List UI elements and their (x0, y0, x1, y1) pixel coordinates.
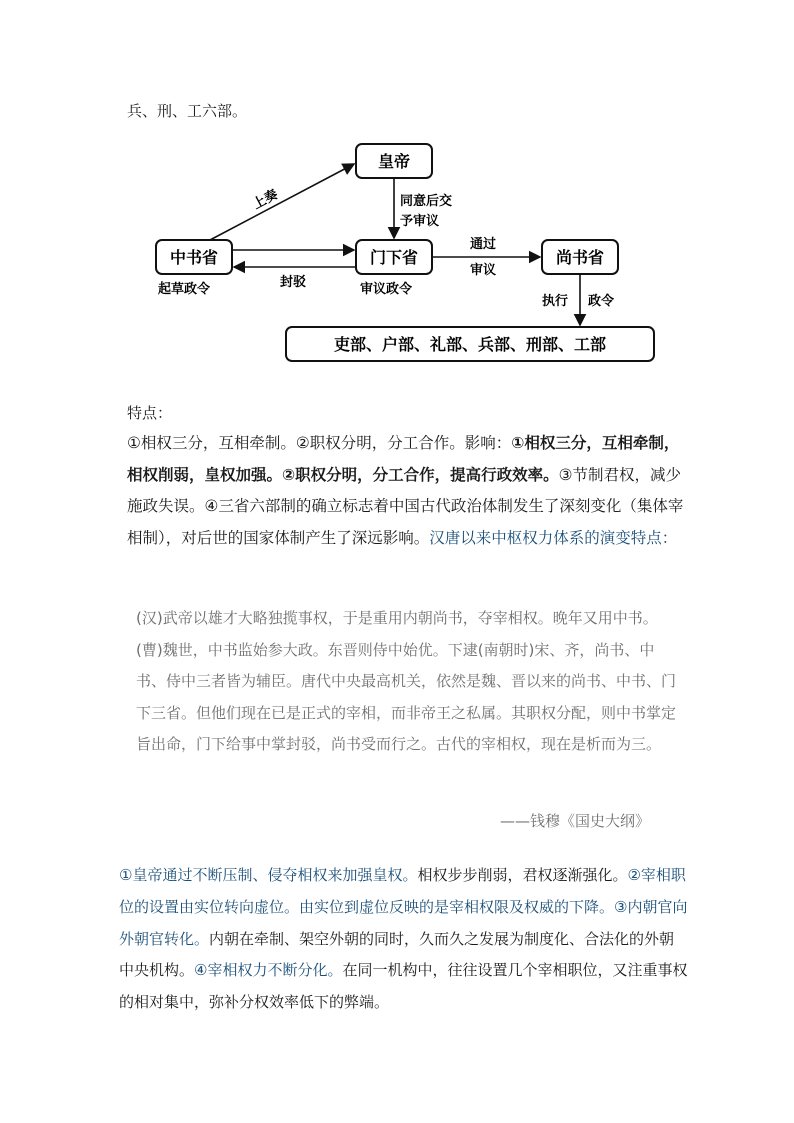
summary-s3b: 内朝在牵制、架空外朝的同时，久而久之发展为制度化、合法化的外朝中央机构。 (119, 929, 675, 980)
features-text-a: ①相权三分，互相牵制。②职权分明，分工合作。影响： (127, 434, 512, 452)
label-consent-2: 予审议 (400, 214, 440, 229)
menxia-label: 门下省 (369, 248, 419, 267)
label-shenyi: 审议 (470, 263, 497, 278)
summary-s4: ④宰相权力不断分化。 (194, 961, 343, 980)
features-title: 特点： (127, 404, 173, 422)
intro-text: 兵、刑、工六部。 (127, 102, 248, 120)
features-text-d: 汉唐以来中枢权力体系的演变特点： (429, 528, 678, 547)
label-zhixing: 执行 (542, 294, 569, 309)
summary-s3: ③内朝官向外朝官转化。 (119, 897, 688, 948)
emperor-label: 皇帝 (377, 152, 411, 171)
label-consent-1: 同意后交 (400, 194, 453, 209)
label-shangzou: 上奏 (250, 187, 281, 213)
summary-paragraph (119, 860, 689, 1019)
summary-s4b: 在同一机构中，往往设置几个宰相职位，又注重事权的相对集中，弥补分权效率低下的弊端。 (119, 961, 688, 1012)
quote-block: (汉)武帝以雄才大略独揽事权，于是重用内朝尚书，夺宰相权。晚年又用中书。(曹)魏世，中书监始参大政。东晋则侍中始优。下逮(南朝时)宋、齐，尚书、中书、侍中三者皆为辅臣。唐代中央最高机关，依然是魏、晋以来的尚书、中书、门下三省。但他们现在已是正式的宰相，而非帝王之私属。其职权分配，则中书掌定旨出命，门下给事中掌封驳，尚书受而行之。古代的宰相权，现在是析而为三。 (136, 609, 677, 753)
label-zhengling: 政令 (588, 294, 615, 309)
three-departments-diagram (150, 140, 660, 365)
features-paragraph (127, 428, 687, 554)
label-tongguo: 通过 (470, 237, 497, 252)
label-qicao: 起草政令 (158, 282, 211, 297)
shangshu-label: 尚书省 (555, 248, 605, 267)
summary-s1b: 相权步步削弱，君权逐渐强化。 (417, 866, 628, 884)
label-fengbo: 封驳 (280, 275, 307, 290)
summary-s2: ②宰相职位的设置由实位转向虚位。由实位到虚位反映的是宰相权限及权威的下降。 (119, 866, 686, 916)
quote-source: ——钱穆《国史大纲》 (500, 812, 651, 830)
features-text-c: ③节制君权，减少施政失误。④三省六部制的确立标志着中国古代政治体制发生了深刻变化（集体宰相制），对后世的国家体制产生了深远影响。 (127, 465, 684, 547)
six-ministries-label: 吏部、户部、礼部、兵部、刑部、工部 (333, 335, 607, 354)
features-text-bold: ①相权三分，互相牵制，相权削弱，皇权加强。②职权分明，分工合作，提高行政效率。 (127, 434, 680, 484)
summary-s1: ①皇帝通过不断压制、侵夺相权来加强皇权。 (119, 866, 418, 884)
zhongshu-label: 中书省 (169, 248, 219, 267)
arrow-zhongshu-to-emperor (210, 164, 354, 240)
label-shenyi-zhengling: 审议政令 (360, 282, 413, 297)
